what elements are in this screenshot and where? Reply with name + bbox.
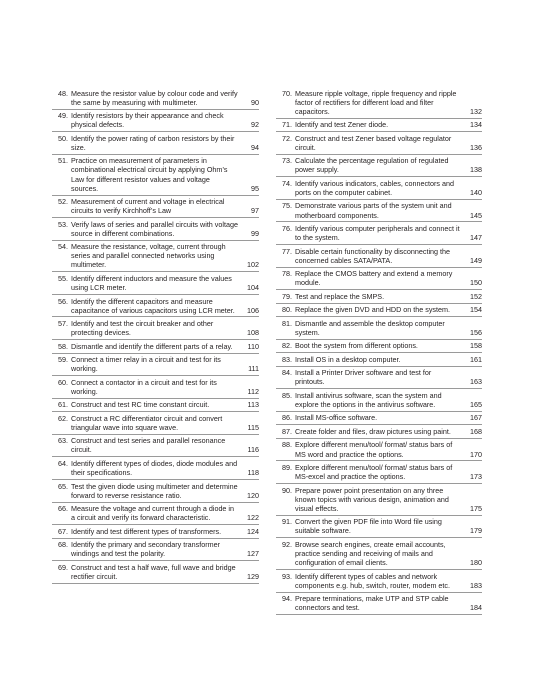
entry-page-number: 113 [247, 400, 259, 410]
entry-title: Identify the power rating of carbon resistors by their size. [71, 133, 235, 152]
entry-page-number: 116 [247, 445, 259, 455]
contents-entry [276, 200, 482, 223]
contents-entry [52, 272, 259, 295]
entry-page-number: 154 [470, 305, 482, 315]
entry-title: Dismantle and assemble the desktop computer system. [295, 318, 445, 337]
entry-page-number: 163 [470, 377, 482, 387]
entry-number: 56. [58, 296, 68, 306]
entry-number: 58. [58, 341, 68, 351]
entry-number: 93. [282, 571, 292, 581]
entry-page-number: 94 [251, 142, 259, 152]
entry-title: Install MS-office software. [295, 413, 378, 423]
contents-entry [276, 439, 482, 462]
contents-entry [52, 295, 259, 318]
contents-entry [276, 177, 482, 200]
contents-entry [52, 340, 259, 353]
entry-number: 61. [58, 400, 68, 410]
contents-entry [52, 218, 259, 241]
entry-number: 48. [58, 88, 68, 98]
entry-title: Measurement of current and voltage in electrical circuits to verify Kirchhoff’s Law [71, 197, 225, 216]
entry-title: Identify different types of cables and network components e.g. hub, switch, router, modem etc. [295, 571, 451, 590]
entry-title: Verify laws of series and parallel circuits with voltage source in different combinations. [71, 219, 238, 238]
entry-title: Identify resistors by their appearance and check physical defects. [71, 111, 224, 130]
contents-entry [52, 110, 259, 133]
entry-number: 79. [282, 291, 292, 301]
entry-title: Measure the resistor value by colour code and verify the same by measuring with multimeter. [71, 88, 238, 107]
entry-title: Construct and test Zener based voltage regulator circuit. [295, 133, 452, 152]
entry-page-number: 158 [470, 341, 482, 351]
entry-number: 72. [282, 133, 292, 143]
entry-title: Dismantle and identify the different parts of a relay. [71, 341, 233, 351]
contents-entry [276, 87, 482, 119]
entry-title: Prepare power point presentation on any three known topics with various design, animation and visual effects. [295, 485, 449, 513]
entry-number: 76. [282, 224, 292, 234]
entry-title: Measure the voltage and current through a diode in a circuit and verify its forward characteristic. [71, 504, 235, 523]
entry-page-number: 92 [251, 120, 259, 130]
entry-number: 51. [58, 156, 68, 166]
entry-number: 64. [58, 458, 68, 468]
entry-page-number: 173 [470, 472, 482, 482]
entry-number: 82. [282, 341, 292, 351]
entry-title: Install a Printer Driver software and test for printouts. [295, 368, 432, 387]
contents-entry [276, 340, 482, 353]
entry-title: Identify and test different types of transformers. [71, 526, 222, 536]
entry-number: 49. [58, 111, 68, 121]
contents-entry [52, 87, 259, 110]
entry-number: 94. [282, 594, 292, 604]
contents-entry [52, 155, 259, 196]
contents-entry [52, 539, 259, 562]
contents-entry [276, 516, 482, 539]
contents-entry [52, 412, 259, 435]
entry-page-number: 99 [251, 228, 259, 238]
entry-page-number: 95 [251, 183, 259, 193]
entry-page-number: 180 [470, 558, 482, 568]
entry-page-number: 167 [470, 413, 482, 423]
entry-title: Practice on measurement of parameters in combinational electrical circuit by applying Ohm’s Law for different resistor values and voltage sources. [71, 156, 228, 193]
entry-page-number: 136 [470, 142, 482, 152]
entry-page-number: 150 [470, 278, 482, 288]
contents-entry [276, 119, 482, 132]
entry-title: Identify different inductors and measure the values using LCR meter. [71, 273, 232, 293]
entry-title: Construct and test RC time constant circuit. [71, 400, 210, 410]
entry-number: 62. [58, 413, 68, 423]
contents-entry [276, 593, 482, 616]
contents-entry [276, 425, 482, 438]
contents-entry [276, 389, 482, 412]
entry-number: 78. [282, 269, 292, 279]
entry-title: Boot the system from different options. [295, 341, 418, 351]
entry-title: Prepare terminations, make UTP and STP cable connectors and test. [295, 594, 449, 613]
entry-page-number: 90 [251, 97, 259, 107]
entry-number: 52. [58, 197, 68, 207]
contents-entry [276, 317, 482, 340]
entry-page-number: 147 [470, 233, 482, 243]
entry-title: Browse search engines, create email accounts, practice sending and receiving of mails and configuration of email clients. [295, 539, 446, 568]
entry-number: 92. [282, 539, 292, 549]
entry-number: 53. [58, 219, 68, 229]
entry-number: 87. [282, 426, 292, 436]
entry-title: Install antivirus software, scan the system and explore the options in the antivirus software. [295, 390, 442, 409]
contents-entry [52, 317, 259, 340]
entry-number: 70. [282, 88, 292, 98]
entry-title: Replace the given DVD and HDD on the system. [295, 305, 451, 315]
entry-number: 60. [58, 377, 68, 387]
entry-title: Connect a contactor in a circuit and test for its working. [71, 377, 217, 396]
contents-entry [276, 353, 482, 366]
entry-page-number: 149 [470, 255, 482, 265]
entry-title: Construct a RC differentiator circuit and convert triangular wave into square wave. [71, 413, 223, 432]
contents-entry [52, 241, 259, 273]
entry-number: 50. [58, 133, 68, 143]
entry-page-number: 184 [470, 603, 482, 613]
contents-entry [276, 367, 482, 390]
contents-entry [52, 480, 259, 503]
entry-title: Construct and test series and parallel resonance circuit. [71, 436, 226, 455]
entry-page-number: 122 [247, 513, 259, 523]
contents-entry [52, 132, 259, 155]
contents-entry [52, 503, 259, 526]
contents-entry [276, 268, 482, 291]
contents-entry [52, 525, 259, 538]
entry-number: 84. [282, 368, 292, 378]
contents-entry [276, 538, 482, 570]
entry-title: Identify the primary and secondary transformer windings and test the polarity. [71, 540, 221, 559]
entry-page-number: 115 [247, 422, 259, 432]
entry-number: 67. [58, 526, 68, 536]
entry-number: 65. [58, 481, 68, 491]
entry-number: 81. [282, 318, 292, 328]
entry-title: Replace the CMOS battery and extend a memory module. [295, 269, 453, 288]
entry-number: 55. [58, 273, 68, 283]
entry-page-number: 156 [470, 327, 482, 337]
entry-page-number: 140 [470, 188, 482, 197]
entry-page-number: 165 [470, 399, 482, 409]
contents-entry [52, 196, 259, 219]
entry-page-number: 110 [247, 341, 259, 351]
entry-title: Calculate the percentage regulation of regulated power supply. [295, 156, 449, 175]
entry-number: 90. [282, 485, 292, 495]
entry-number: 63. [58, 436, 68, 446]
entry-page-number: 118 [247, 468, 259, 478]
entry-number: 91. [282, 517, 292, 527]
entry-number: 77. [282, 246, 292, 256]
entry-number: 75. [282, 201, 292, 211]
contents-entry [276, 570, 482, 593]
entry-page-number: 145 [470, 210, 482, 220]
contents-entry [52, 376, 259, 399]
contents-entry [52, 399, 259, 412]
contents-entry [52, 457, 259, 480]
entry-title: Identify and test Zener diode. [295, 120, 389, 130]
entry-page-number: 127 [247, 549, 259, 559]
contents-entry [52, 435, 259, 458]
entry-title: Install OS in a desktop computer. [295, 354, 401, 364]
entry-number: 69. [58, 562, 68, 572]
entry-number: 88. [282, 440, 292, 450]
entry-title: Identify different types of diodes, diode modules and their specifications. [71, 458, 238, 478]
entry-page-number: 97 [251, 206, 259, 216]
entry-number: 74. [282, 178, 292, 188]
contents-entry [52, 354, 259, 377]
contents-entry [52, 561, 259, 584]
contents-column-left [52, 87, 259, 584]
entry-page-number: 106 [247, 305, 259, 315]
entry-page-number: 161 [470, 354, 482, 364]
entry-page-number: 134 [470, 120, 482, 130]
entry-page-number: 138 [470, 165, 482, 175]
entry-title: Identify the different capacitors and measure capacitance of various capacitors using LCR meter. [71, 296, 235, 315]
contents-entry [276, 412, 482, 425]
entry-number: 89. [282, 463, 292, 473]
contents-entry [276, 155, 482, 178]
contents-entry [276, 461, 482, 484]
entry-page-number: 175 [470, 503, 482, 513]
entry-page-number: 152 [470, 291, 482, 301]
entry-number: 66. [58, 504, 68, 514]
contents-entry [276, 132, 482, 155]
entry-title: Connect a timer relay in a circuit and test for its working. [71, 355, 221, 374]
entry-title: Test the given diode using multimeter and determine forward to reverse resistance ratio. [71, 481, 238, 500]
entry-title: Create folder and files, draw pictures using paint. [295, 426, 451, 436]
entry-number: 83. [282, 354, 292, 364]
contents-column-right [276, 87, 482, 615]
entry-page-number: 129 [247, 571, 259, 581]
entry-page-number: 168 [470, 426, 482, 436]
contents-entry [276, 484, 482, 516]
entry-number: 71. [282, 120, 292, 130]
entry-page-number: 111 [248, 364, 259, 374]
entry-title: Identify and test the circuit breaker and other protecting devices. [71, 319, 214, 338]
entry-title: Construct and test a half wave, full wave and bridge rectifier circuit. [71, 562, 236, 581]
entry-number: 57. [58, 319, 68, 329]
entry-number: 85. [282, 390, 292, 400]
entry-page-number: 179 [470, 526, 482, 536]
entry-title: Measure ripple voltage, ripple frequency and ripple factor of rectifiers for different load and filter capacitors. [295, 88, 457, 116]
entry-number: 73. [282, 156, 292, 166]
entry-page-number: 183 [470, 580, 482, 590]
entry-title: Convert the given PDF file into Word file using suitable software. [295, 517, 442, 536]
entry-number: 86. [282, 413, 292, 423]
entry-number: 80. [282, 305, 292, 315]
entry-title: Measure the resistance, voltage, current through series and parallel connected networks using multimeter. [71, 242, 226, 270]
entry-title: Demonstrate various parts of the system unit and motherboard components. [295, 201, 452, 220]
entry-page-number: 104 [247, 283, 259, 293]
entry-page-number: 120 [247, 490, 259, 500]
entry-page-number: 112 [247, 386, 259, 396]
entry-title: Disable certain functionality by disconnecting the concerned cables SATA/PATA. [295, 246, 451, 265]
entry-page-number: 108 [247, 328, 259, 338]
contents-entry [276, 304, 482, 317]
entry-title: Explore different menu/tool/ format/ status bars of MS word and practice the options. [295, 440, 453, 459]
entry-title: Explore different menu/tool/ format/ status bars of MS-excel and practice the options. [295, 463, 453, 482]
entry-title: Identify various computer peripherals and connect it to the system. [295, 224, 460, 243]
entry-number: 68. [58, 540, 68, 550]
entry-page-number: 124 [247, 526, 259, 536]
contents-entry [276, 222, 482, 245]
entry-number: 59. [58, 355, 68, 365]
contents-entry [276, 245, 482, 268]
entry-title: Identify various indicators, cables, connectors and ports on the computer cabinet. [295, 178, 455, 197]
entry-title: Test and replace the SMPS. [295, 291, 385, 301]
entry-number: 54. [58, 242, 68, 252]
entry-page-number: 132 [470, 106, 482, 116]
contents-entry [276, 290, 482, 303]
entry-page-number: 102 [247, 260, 259, 270]
entry-page-number: 170 [470, 449, 482, 459]
